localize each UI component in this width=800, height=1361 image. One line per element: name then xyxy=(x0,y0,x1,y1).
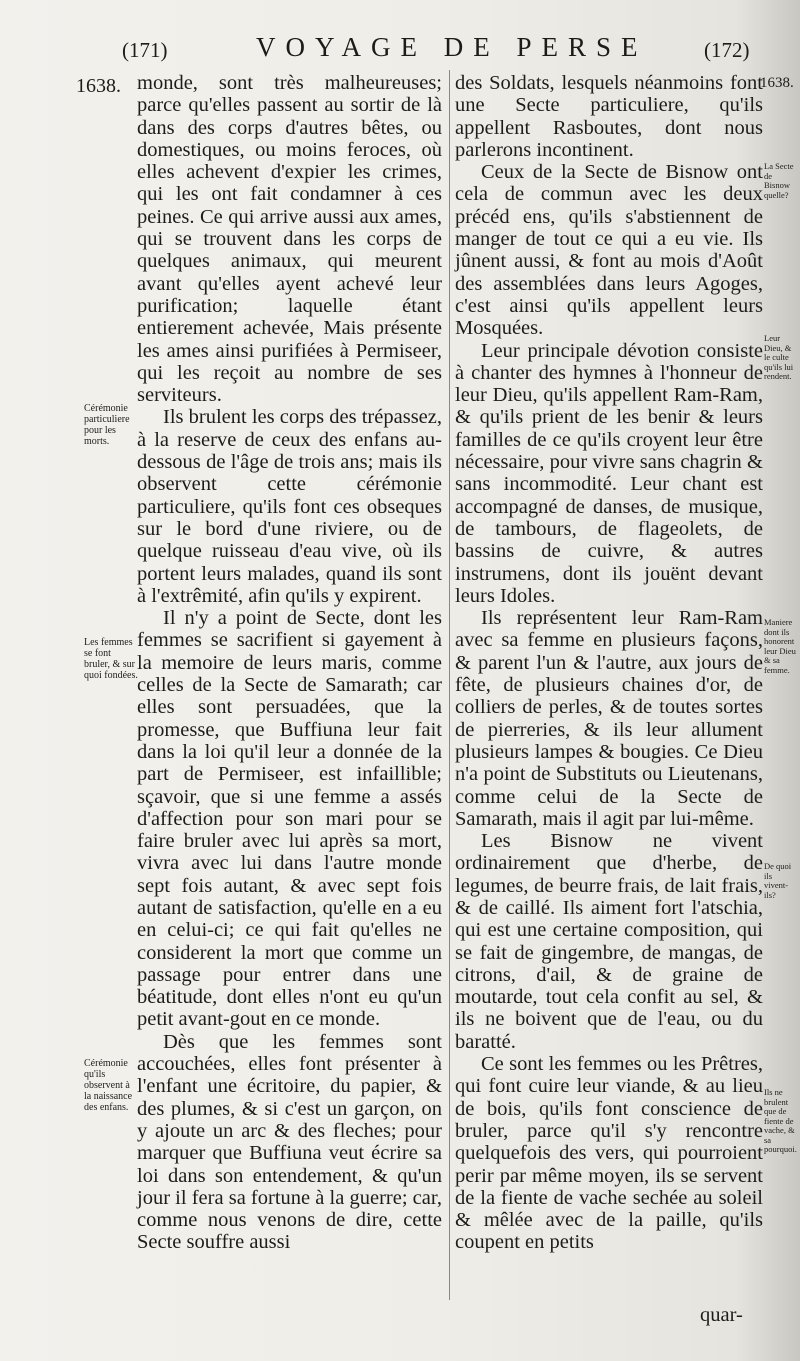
year-margin-right: 1638. xyxy=(760,75,794,91)
margin-note-right: De quoi ils vivent-ils? xyxy=(764,861,792,900)
margin-note-left: Les femmes se font bruler, & sur quoi fondées. xyxy=(84,637,138,681)
margin-note-left: Cérémonie qu'ils observent à la naissance des enfans. xyxy=(84,1058,133,1113)
paragraph: Ils représentent leur Ram-Ram avec sa femme en plusieurs façons, & parent l'un & l'autre, aux jours de fête, de plusieurs chaines d'or, de colliers de perles, & de toutes sortes de pierreries, & ils leur allument plusieurs lampes & bougies. Ce Dieu n'a point de Substituts ou Lieutenans, comme celui de la Secte de Samarath, mais il agit par lui-même. xyxy=(455,607,763,830)
paragraph: des Soldats, lesquels néanmoins font une Secte particuliere, qu'ils appellent Rasboutes, dont nous parlerons incontinent. xyxy=(455,72,763,161)
margin-note-right: Ils ne brulent que de fiente de vache, & sa pourquoi. xyxy=(764,1087,797,1154)
paragraph: Ceux de la Secte de Bisnow ont cela de commun avec les deux précéd ens, qu'ils s'abstiennent de manger de tout ce qui a eu vie. Ils jûnent aussi, & font au mois d'Août des assemblées dans leurs Agoges, c'est ainsi qu'ils appellent leurs Mosquées. xyxy=(455,161,763,340)
margin-note-right: La Secte de Bisnow quelle? xyxy=(764,161,794,200)
paragraph: Leur principale dévotion consiste à chanter des hymnes à l'honneur de leur Dieu, qu'ils appellent Ram-Ram, & qu'ils prient de les benir & leurs familles de ce qu'ils croyent leur être nécessaire, pour vivre sans chagrin & sans incommodité. Leur chant est accompagné de danses, de musique, de tambours, de flageolets, de bassins de cuivre, & autres instrumens, dont ils jouënt devant leurs Idoles. xyxy=(455,339,763,607)
catchword: quar- xyxy=(700,1304,743,1326)
page-number-right: (172) xyxy=(704,38,750,62)
left-text-column xyxy=(137,72,442,1254)
running-header xyxy=(0,30,800,70)
paragraph: Ce sont les femmes ou les Prêtres, qui font cuire leur viande, & au lieu de bois, qu'ils font conscience de bruler, parce qu'il s'y rencontre quelquefois des vers, qui pourroient perir par même moyen, ils se servent de la fiente de vache sechée au soleil & mêlée avec de la paille, qu'ils coupent en petits xyxy=(455,1053,763,1254)
margin-note-right: Maniere dont ils honorent leur Dieu & sa femme. xyxy=(764,617,796,675)
paragraph: Dès que les femmes sont accouchées, elles font présenter à l'enfant une écritoire, du papier, & des plumes, & si c'est un garçon, on y ajoute un arc & des fleches; pour marquer que Buffiuna veut écrire sa loi dans son entendement, & qu'un jour il fera sa fortune à la guerre; car, comme nous venons de dire, cette Secte souffre aussi xyxy=(137,1030,442,1254)
page-number-left: (171) xyxy=(122,38,168,62)
year-margin-left: 1638. xyxy=(76,75,121,97)
margin-note-right: Leur Dieu, & le culte qu'ils lui rendent. xyxy=(764,333,794,381)
column-divider xyxy=(449,70,450,1300)
running-title: VOYAGE DE PERSE xyxy=(256,32,648,62)
margin-note-left: Cérémonie particuliere pour les morts. xyxy=(84,403,130,447)
paragraph: monde, sont très malheureuses; parce qu'elles passent au sortir de là dans des corps d'autres bêtes, ou domestiques, ou moins feroces, où elles achevent d'expier les crimes, qui les ont fait condamner à ces peines. Ce qui arrive aussi aux ames, qui se trouvent dans les corps de quelques animaux, qui meurent avant qu'elles ayent achevé leur purification; laquelle étant entierement achevée, Mais présente les ames ainsi purifiées à Permiseer, qui les reçoit au nombre de ses serviteurs. xyxy=(137,72,442,407)
right-text-column xyxy=(455,72,763,1254)
paragraph: Ils brulent les corps des trépassez, à la reserve de ceux des enfans au-dessous de l'âge de trois ans; mais ils observent cette cérémonie particuliere, qu'ils font ces obseques sur le bord d'une riviere, ou de quelque ruisseau d'eau vive, où ils portent leurs malades, quand ils sont à l'extrêmité, afin qu'ils y expirent. xyxy=(137,406,442,607)
paragraph: Il n'y a point de Secte, dont les femmes se sacrifient si gayement à la memoire de leurs maris, comme celles de la Secte de Samarath; car elles sont persuadées, que la promesse, que Buffiuna leur fait dans la loi qu'il leur a donnée de la part de Permiseer, est infaillible; sçavoir, que si une femme a assés d'affection pour son mari pour se faire bruler avec lui après sa mort, vivra avec lui dans l'autre monde sept fois autant, & avec sept fois autant de satisfaction, qu'elle en a eu en celui-ci; ce qui fait qu'elles ne considerent la mort que comme un passage pour entrer dans une béatitude, dont elles n'ont eu qu'un petit avant-gout en ce monde. xyxy=(137,607,442,1031)
paragraph: Les Bisnow ne vivent ordinairement que d'herbe, de legumes, de beurre frais, de lait frais, & de caillé. Ils aiment fort l'atschia, qui est une certaine composition, qui se fait de gingembre, de mangas, de citrons, d'ail, & de graine de moutarde, tout cela confit au sel, & ils ne boivent que de l'eau, ou du baratté. xyxy=(455,830,763,1053)
